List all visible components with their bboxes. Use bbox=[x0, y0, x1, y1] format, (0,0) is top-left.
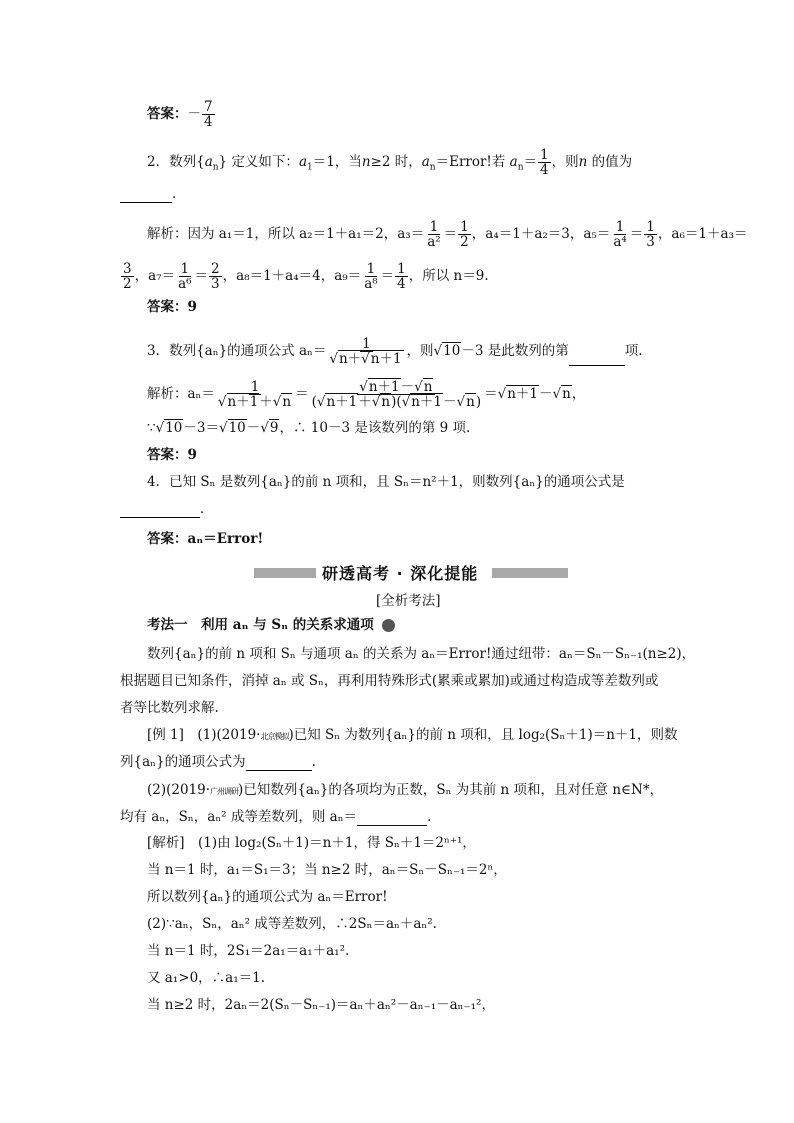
section-banner bbox=[254, 562, 568, 582]
banner-title: 研透高考 · 深化提能 bbox=[322, 564, 479, 583]
solution-2-line-2: $\frac{3}{2}$ ，a₇＝ $\frac{1}{\text{a⁶}}$ ＝ $\frac{2}{3}$ ，a₈＝1＋a₄＝4，a₉＝ $\frac{1}{\text{a⁸}}$ ＝ $\frac{1}{4}$ ，所以 n＝9. bbox=[123, 261, 489, 292]
answer-blank bbox=[246, 770, 312, 771]
question-4-line-1: 4．已知 Sₙ 是数列{aₙ}的前 n 项和，且 Sₙ＝n²＋1，则数列{aₙ}的通项公式是 bbox=[147, 474, 625, 490]
bullet-dot-icon bbox=[382, 619, 395, 632]
question-2-line-2: ． bbox=[120, 185, 186, 203]
fraction: $\frac{7}{4}$ bbox=[204, 99, 213, 130]
solution-ex1-line-1: [解析] (1)由 log₂(Sₙ＋1)＝n＋1，得 Sₙ＋1＝2ⁿ⁺¹， bbox=[147, 835, 476, 851]
solution-3-line-2: ∵√10－3＝√10－√9，∴ 10－3 是该数列的第 9 项. bbox=[147, 420, 471, 436]
section-subtitle: [全析考法] bbox=[376, 593, 441, 609]
answer-blank bbox=[120, 202, 172, 203]
answer-3: 答案：9 bbox=[147, 447, 197, 463]
answer-blank bbox=[120, 517, 200, 518]
para-1-line-3: 者等比数列求解. bbox=[120, 700, 219, 716]
solution-ex1-line-3: 所以数列{aₙ}的通项公式为 aₙ＝Error! bbox=[147, 889, 388, 905]
solution-ex1-line-4: (2)∵aₙ，Sₙ，aₙ² 成等差数列，∴2Sₙ＝aₙ＋aₙ². bbox=[147, 916, 437, 932]
answer-1: 答案：－ $\frac{7}{4}$ bbox=[147, 99, 213, 130]
example-1-line-1: [例 1] (1)(2019·北京模拟)已知 Sₙ 为数列{aₙ}的前 n 项和，且 log₂(Sₙ＋1)＝n＋1，则数 bbox=[147, 727, 678, 743]
answer-blank bbox=[569, 365, 625, 366]
answer-4: 答案：aₙ＝Error! bbox=[147, 531, 264, 547]
banner-bar-left bbox=[254, 568, 316, 578]
solution-ex1-line-5: 当 n＝1 时，2S₁＝2a₁＝a₁＋a₁². bbox=[147, 943, 350, 959]
para-1-line-1: 数列{aₙ}的前 n 项和 Sₙ 与通项 aₙ 的关系为 aₙ＝Error!通过纽带：aₙ＝Sₙ－Sₙ₋₁(n≥2)， bbox=[147, 646, 696, 662]
solution-2-line-1: 解析：因为 a₁＝1，所以 a₂＝1＋a₁＝2，a₃＝ $\frac{1}{\text{a²}}$ ＝ $\frac{1}{2}$ ，a₄＝1＋a₂＝3，a₅＝ $\frac{1}{\text{a⁴}}$ ＝ $\frac{1}{3}$ ，a₆＝1＋a₃＝ bbox=[147, 219, 748, 250]
fraction: $\frac{1}{4}$ bbox=[540, 147, 549, 178]
example-1-line-4: 均有 aₙ，Sₙ，aₙ² 成等差数列，则 aₙ＝ . bbox=[120, 809, 432, 825]
question-4-line-2: ． bbox=[120, 500, 214, 518]
solution-ex1-line-6: 又 a₁>0，∴a₁＝1. bbox=[147, 970, 265, 986]
question-3: 3．数列{aₙ}的通项公式 aₙ＝ $\frac{1}{√n+√n+1}$ ，则√10－3 是此数列的第 项. bbox=[147, 336, 643, 367]
solution-ex1-line-2: 当 n＝1 时，a₁＝S₁＝3；当 n≥2 时，aₙ＝Sₙ－Sₙ₋₁＝2ⁿ， bbox=[147, 862, 507, 878]
para-1-line-2: 根据题目已知条件，消掉 aₙ 或 Sₙ，再利用特殊形式(累乘或累加)或通过构造成等差数列或 bbox=[120, 673, 659, 689]
method-1-heading: 考法一 利用 aₙ 与 Sₙ 的关系求通项 bbox=[147, 616, 395, 634]
example-1-line-3: (2)(2019·广州调研)已知数列{aₙ}的各项均为正数，Sₙ 为其前 n 项和，且对任意 n∈N*， bbox=[147, 782, 664, 798]
answer-label: 答案： bbox=[147, 106, 188, 122]
solution-3-line-1: 解析：aₙ＝ $\frac{1}{√n+1+√n}$ ＝ $\frac{√n+1-√n}{(√n+1+√n)(√n+1-√n)}$ ＝√n＋1－√n， bbox=[147, 379, 586, 410]
answer-blank bbox=[357, 825, 427, 826]
example-1-line-2: 列{aₙ}的通项公式为 . bbox=[120, 754, 316, 770]
solution-ex1-line-7: 当 n≥2 时，2aₙ＝2(Sₙ－Sₙ₋₁)＝aₙ＋aₙ²－aₙ₋₁－aₙ₋₁²， bbox=[147, 997, 495, 1013]
question-2-line-1: 2．数列$\{a_n\}$ 定义如下：$a_1=1$，当n≥2 时，$a_n=Error$!若 $a_n=$ $\frac{1}{4}$ ，则n 的值为 bbox=[147, 147, 633, 178]
answer-2: 答案：9 bbox=[147, 299, 197, 315]
banner-bar-right bbox=[492, 568, 568, 578]
